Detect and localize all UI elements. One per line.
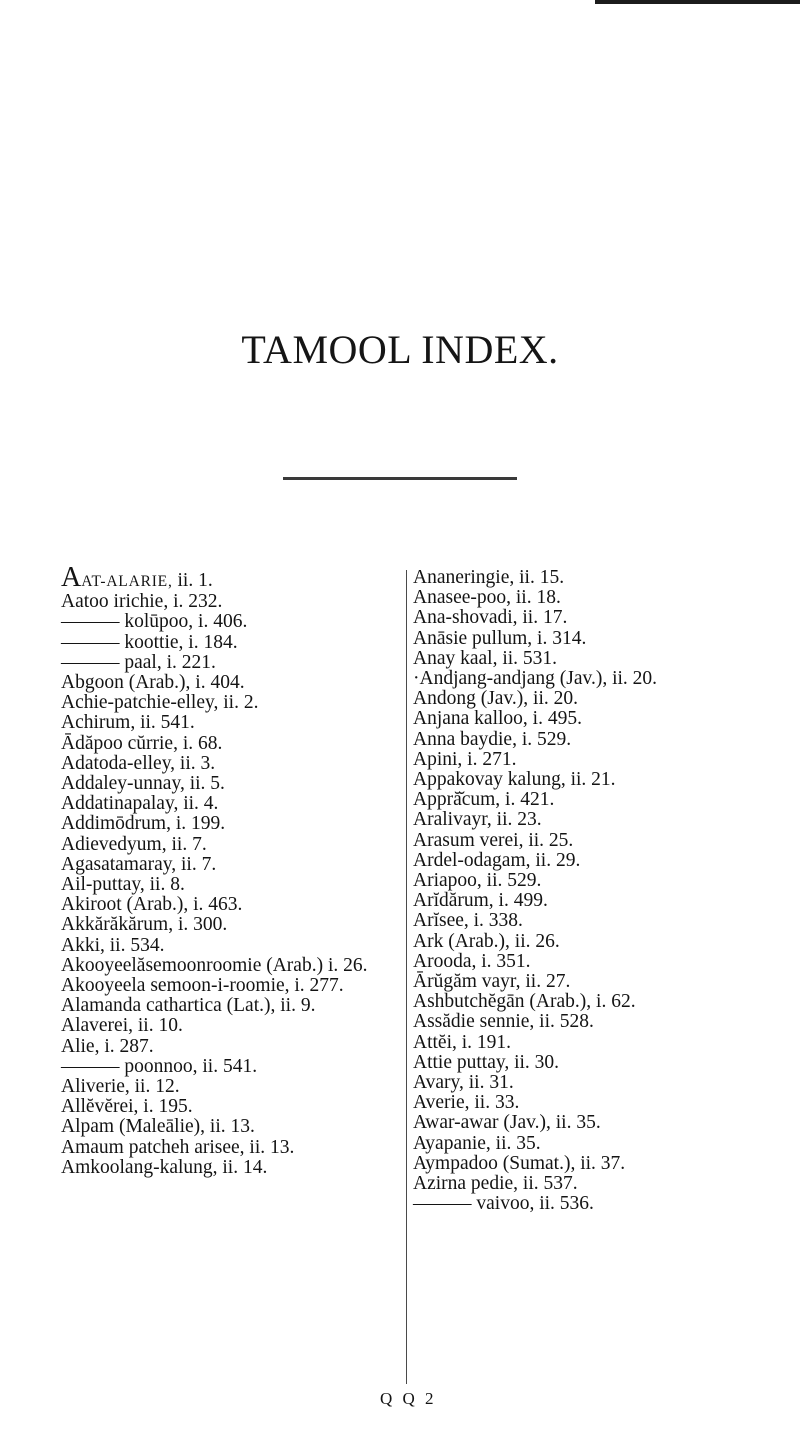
index-entry: Abgoon (Arab.), i. 404.	[61, 672, 245, 694]
index-entry: Addatinapalay, ii. 4.	[61, 793, 219, 815]
index-entry: Ariapoo, ii. 529.	[413, 870, 542, 892]
index-entry: Amaum patcheh arisee, ii. 13.	[61, 1136, 295, 1158]
index-entry: Ail-puttay, ii. 8.	[61, 874, 185, 896]
index-entry: Anāsie pullum, i. 314.	[413, 627, 587, 649]
index-entry: Achie-patchie-elley, ii. 2.	[61, 692, 259, 714]
index-entry: Avary, ii. 31.	[413, 1072, 514, 1094]
index-entry: Alpam (Maleālie), ii. 13.	[61, 1116, 255, 1138]
index-column-left	[61, 562, 403, 1178]
index-entry: Assădie sennie, ii. 528.	[413, 1011, 594, 1033]
title-rule	[283, 477, 517, 480]
index-entry: Akki, ii. 534.	[61, 934, 165, 956]
index-entry: ——— vaivoo, ii. 536.	[413, 1193, 594, 1215]
index-entry: Ark (Arab.), ii. 26.	[413, 930, 560, 952]
index-entry: ——— koottie, i. 184.	[61, 631, 238, 653]
entry-reference: ii. 1.	[172, 570, 213, 591]
index-entry: Addaley-unnay, ii. 5.	[61, 773, 225, 795]
index-entry: Ardel-odagam, ii. 29.	[413, 849, 581, 871]
index-entry: Appakovay kalung, ii. 21.	[413, 769, 616, 791]
index-entry: Appră̆cum, i. 421.	[413, 789, 555, 811]
index-entry: Arasum verei, ii. 25.	[413, 829, 574, 851]
index-entry: Anasee-poo, ii. 18.	[413, 587, 561, 609]
top-rule	[595, 0, 800, 4]
index-entry: Alamanda cathartica (Lat.), ii. 9.	[61, 995, 316, 1017]
index-entry: Achirum, ii. 541.	[61, 712, 195, 734]
index-entry: Apini, i. 271.	[413, 748, 517, 770]
index-entry: Attĕi, i. 191.	[413, 1031, 512, 1053]
index-entry: Aympadoo (Sumat.), ii. 37.	[413, 1152, 626, 1174]
index-entry: Arĭsee, i. 338.	[413, 910, 523, 932]
index-entry: Aralivayr, ii. 23.	[413, 809, 542, 831]
index-entry: Arooda, i. 351.	[413, 950, 531, 972]
index-entry: ——— paal, i. 221.	[61, 651, 216, 673]
index-entry: Ananeringie, ii. 15.	[413, 567, 565, 588]
index-entry: Akiroot (Arab.), i. 463.	[61, 894, 243, 916]
index-entry: Ashbutchĕgān (Arab.), i. 62.	[413, 991, 636, 1013]
index-entry: Anna baydie, i. 529.	[413, 728, 572, 750]
page-title: TAMOOL INDEX.	[241, 327, 559, 372]
index-entry: ——— kolūpoo, i. 406.	[61, 611, 248, 633]
index-entry: Adatoda-elley, ii. 3.	[61, 752, 216, 774]
index-entry: Ana-shovadi, ii. 17.	[413, 607, 568, 629]
index-entry: Allĕvĕrei, i. 195.	[61, 1096, 193, 1118]
index-entry: Agasatamaray, ii. 7.	[61, 853, 217, 875]
index-entry: Alie, i. 287.	[61, 1035, 154, 1057]
entry-smallcaps: AT-ALARIE,	[81, 573, 173, 590]
index-entry: Arĭdărum, i. 499.	[413, 890, 548, 912]
index-entry: Addimōdrum, i. 199.	[61, 813, 226, 835]
index-entry	[61, 562, 403, 593]
index-entry: Averie, ii. 33.	[413, 1092, 520, 1114]
column-divider	[406, 570, 407, 1384]
index-entry: Aliverie, ii. 12.	[61, 1076, 180, 1098]
drop-cap: A	[61, 562, 82, 593]
index-entry: Anay kaal, ii. 531.	[413, 647, 558, 669]
index-entry: Aatoo irichie, i. 232.	[61, 591, 223, 613]
index-entry: Akooyeelăsemoonroomie (Arab.) i. 26.	[61, 954, 368, 976]
signature-mark: Q Q 2	[380, 1389, 437, 1408]
index-entry: Akkărăkărum, i. 300.	[61, 914, 228, 936]
index-entry: Ayapanie, ii. 35.	[413, 1132, 541, 1154]
index-entry: Attie puttay, ii. 30.	[413, 1051, 560, 1073]
index-entry: Amkoolang-kalung, ii. 14.	[61, 1156, 268, 1178]
index-column-right	[413, 568, 800, 1215]
index-entry: Alaverei, ii. 10.	[61, 1015, 183, 1037]
index-entry: ——— poonnoo, ii. 541.	[61, 1055, 258, 1077]
index-entry: Ārŭgăm vayr, ii. 27.	[413, 971, 571, 993]
index-entry: ·Andjang-andjang (Jav.), ii. 20.	[413, 668, 658, 690]
index-entry: Awar-awar (Jav.), ii. 35.	[413, 1112, 601, 1134]
index-entry: Akooyeela semoon-i-roomie, i. 277.	[61, 975, 344, 997]
index-entry: Ādăpoo cŭrrie, i. 68.	[61, 732, 223, 754]
index-entry: Adievedyum, ii. 7.	[61, 833, 207, 855]
index-entry: Azirna pedie, ii. 537.	[413, 1173, 578, 1195]
index-entry: Anjana kalloo, i. 495.	[413, 708, 582, 730]
index-entry: Andong (Jav.), ii. 20.	[413, 688, 579, 710]
